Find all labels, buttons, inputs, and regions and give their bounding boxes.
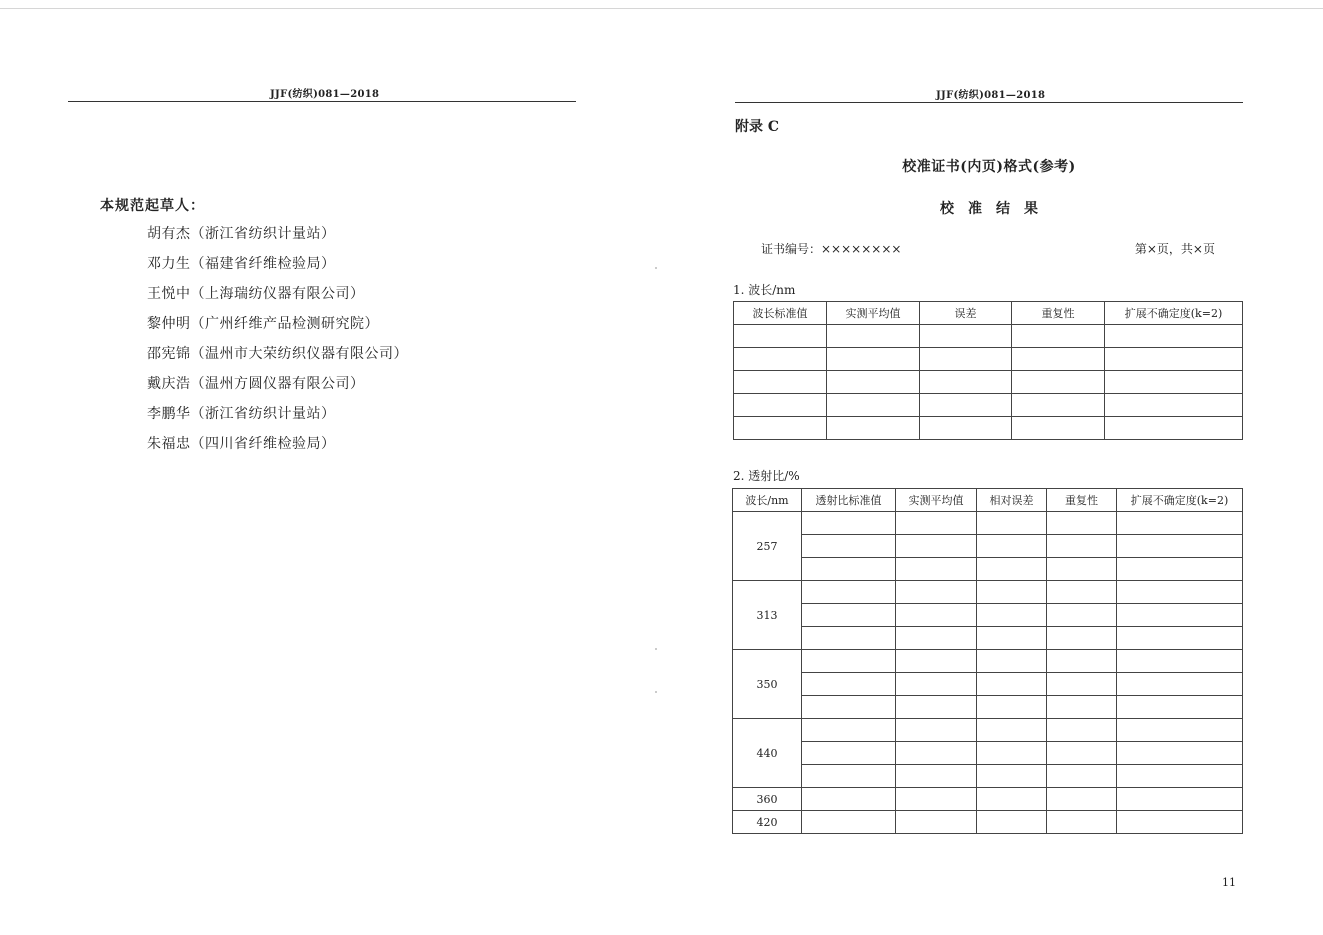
wavelength-cell: 360 xyxy=(733,788,802,811)
header-rule xyxy=(68,101,576,102)
table-row xyxy=(733,650,1243,673)
section-transmittance-title: 2. 透射比/% xyxy=(733,469,800,483)
table-row xyxy=(733,581,1243,604)
table-header-cell: 扩展不确定度(k=2) xyxy=(1105,302,1243,325)
drafters-list xyxy=(147,222,408,462)
table-cell xyxy=(896,696,977,719)
table-cell xyxy=(1012,348,1105,371)
header-code: JJF(纺织)081—2018 xyxy=(936,90,1046,101)
table-cell xyxy=(896,604,977,627)
table-header-cell: 波长/nm xyxy=(733,489,802,512)
table-row xyxy=(733,719,1243,742)
table-row xyxy=(733,673,1243,696)
table-cell xyxy=(802,811,896,834)
table-cell xyxy=(977,558,1047,581)
table-cell xyxy=(977,788,1047,811)
table-cell xyxy=(1047,650,1117,673)
table-cell xyxy=(1105,325,1243,348)
table-cell xyxy=(1117,627,1243,650)
drafter-item: 胡有杰（浙江省纺织计量站） xyxy=(147,226,336,242)
table-header-cell: 透射比标准值 xyxy=(802,489,896,512)
transmittance-table xyxy=(732,488,1243,834)
table-row xyxy=(733,811,1243,834)
table-cell xyxy=(1047,742,1117,765)
table-cell xyxy=(1105,417,1243,440)
table-cell xyxy=(920,417,1012,440)
table-cell xyxy=(1047,512,1117,535)
table-header-cell: 波长标准值 xyxy=(734,302,827,325)
table-cell xyxy=(1012,417,1105,440)
table-cell xyxy=(1117,788,1243,811)
table-cell xyxy=(827,348,920,371)
table-header-cell: 重复性 xyxy=(1012,302,1105,325)
drafter-item: 戴庆浩（温州方圆仪器有限公司） xyxy=(147,376,365,392)
table-row xyxy=(733,604,1243,627)
table-cell xyxy=(802,765,896,788)
table-cell xyxy=(1117,765,1243,788)
wavelength-cell: 350 xyxy=(733,650,802,719)
table-cell xyxy=(977,512,1047,535)
table-cell xyxy=(802,742,896,765)
right-page xyxy=(661,0,1323,935)
table-header-row xyxy=(733,489,1243,512)
drafter-item: 黎仲明（广州纤维产品检测研究院） xyxy=(147,316,379,332)
table-cell xyxy=(896,788,977,811)
table-cell xyxy=(1105,394,1243,417)
drafter-item: 邓力生（福建省纤维检验局） xyxy=(147,256,336,272)
wavelength-cell: 313 xyxy=(733,581,802,650)
page-count: 第×页，共×页 xyxy=(1134,242,1215,256)
table-cell xyxy=(802,558,896,581)
table-row xyxy=(733,788,1243,811)
table-row xyxy=(733,765,1243,788)
table-cell xyxy=(802,650,896,673)
page-number: 11 xyxy=(1222,876,1236,889)
section-wavelength-title: 1. 波长/nm xyxy=(733,283,796,297)
table-row xyxy=(734,325,1243,348)
table-cell xyxy=(1047,604,1117,627)
table-row xyxy=(733,535,1243,558)
drafter-item: 李鹏华（浙江省纺织计量站） xyxy=(147,406,336,422)
table-cell xyxy=(1105,348,1243,371)
table-cell xyxy=(977,719,1047,742)
results-title: 校准结果 xyxy=(940,201,1052,217)
table-cell xyxy=(977,696,1047,719)
table-cell xyxy=(1047,765,1117,788)
drafter-item: 朱福忠（四川省纤维检验局） xyxy=(147,436,336,452)
table-cell xyxy=(802,719,896,742)
scan-speck xyxy=(655,267,657,269)
table-header-cell: 实测平均值 xyxy=(896,489,977,512)
table-cell xyxy=(896,535,977,558)
table-cell xyxy=(1117,673,1243,696)
header-code: JJF(纺织)081—2018 xyxy=(270,89,380,100)
table-cell xyxy=(1012,394,1105,417)
table-cell xyxy=(896,581,977,604)
table-cell xyxy=(802,696,896,719)
table-cell xyxy=(896,558,977,581)
table-cell xyxy=(734,325,827,348)
table-cell xyxy=(1047,811,1117,834)
table-cell xyxy=(1117,604,1243,627)
table-cell xyxy=(896,742,977,765)
table-cell xyxy=(920,325,1012,348)
table-cell xyxy=(896,673,977,696)
table-header-cell: 实测平均值 xyxy=(827,302,920,325)
table-cell xyxy=(1012,371,1105,394)
wavelength-cell: 440 xyxy=(733,719,802,788)
scan-speck xyxy=(655,648,657,650)
table-cell xyxy=(1047,788,1117,811)
table-cell xyxy=(734,394,827,417)
table-cell xyxy=(896,719,977,742)
table-cell xyxy=(977,535,1047,558)
table-cell xyxy=(1117,811,1243,834)
scan-speck xyxy=(655,691,657,693)
table-row xyxy=(733,696,1243,719)
table-cell xyxy=(977,811,1047,834)
table-cell xyxy=(734,371,827,394)
table-cell xyxy=(896,811,977,834)
table-cell xyxy=(1047,719,1117,742)
table-cell xyxy=(802,627,896,650)
certificate-number: 证书编号：×××××××× xyxy=(761,242,902,256)
wavelength-table xyxy=(733,301,1243,440)
table-cell xyxy=(827,325,920,348)
appendix-label: 附录 C xyxy=(735,119,780,135)
table-cell xyxy=(1047,627,1117,650)
table-cell xyxy=(977,765,1047,788)
table-cell xyxy=(1047,673,1117,696)
table-cell xyxy=(896,650,977,673)
table-cell xyxy=(920,371,1012,394)
header-rule xyxy=(735,102,1243,103)
table-cell xyxy=(896,765,977,788)
table-row xyxy=(733,627,1243,650)
table-header-cell: 误差 xyxy=(920,302,1012,325)
table-cell xyxy=(977,627,1047,650)
table-cell xyxy=(977,604,1047,627)
table-header-cell: 扩展不确定度(k=2) xyxy=(1117,489,1243,512)
drafter-item: 邵宪锦（温州市大荣纺织仪器有限公司） xyxy=(147,346,408,362)
table-row xyxy=(734,348,1243,371)
table-cell xyxy=(1117,581,1243,604)
table-cell xyxy=(977,650,1047,673)
table-cell xyxy=(1047,696,1117,719)
table-cell xyxy=(1047,558,1117,581)
drafters-title: 本规范起草人： xyxy=(100,198,205,214)
table-cell xyxy=(1117,558,1243,581)
table-cell xyxy=(827,394,920,417)
table-cell xyxy=(802,673,896,696)
table-cell xyxy=(1117,650,1243,673)
table-row xyxy=(734,371,1243,394)
drafter-item: 王悦中（上海瑞纺仪器有限公司） xyxy=(147,286,365,302)
table-cell xyxy=(896,512,977,535)
table-cell xyxy=(920,348,1012,371)
table-cell xyxy=(896,627,977,650)
table-cell xyxy=(920,394,1012,417)
wavelength-cell: 257 xyxy=(733,512,802,581)
table-row xyxy=(733,742,1243,765)
table-row xyxy=(733,558,1243,581)
table-cell xyxy=(1117,512,1243,535)
table-cell xyxy=(802,581,896,604)
table-cell xyxy=(734,417,827,440)
table-cell xyxy=(1047,535,1117,558)
table-cell xyxy=(802,604,896,627)
table-cell xyxy=(827,371,920,394)
table-cell xyxy=(1047,581,1117,604)
table-header-row xyxy=(734,302,1243,325)
table-cell xyxy=(1117,742,1243,765)
table-cell xyxy=(802,535,896,558)
table-cell xyxy=(802,512,896,535)
table-cell xyxy=(1117,535,1243,558)
format-title: 校准证书(内页)格式(参考) xyxy=(902,159,1076,175)
table-header-cell: 重复性 xyxy=(1047,489,1117,512)
table-cell xyxy=(977,581,1047,604)
table-cell xyxy=(977,742,1047,765)
table-row xyxy=(734,417,1243,440)
table-cell xyxy=(1117,719,1243,742)
table-row xyxy=(733,512,1243,535)
left-page xyxy=(0,0,661,935)
table-header-cell: 相对误差 xyxy=(977,489,1047,512)
table-cell xyxy=(734,348,827,371)
wavelength-cell: 420 xyxy=(733,811,802,834)
table-cell xyxy=(1012,325,1105,348)
table-cell xyxy=(977,673,1047,696)
table-cell xyxy=(1117,696,1243,719)
table-cell xyxy=(1105,371,1243,394)
table-cell xyxy=(827,417,920,440)
table-row xyxy=(734,394,1243,417)
table-cell xyxy=(802,788,896,811)
